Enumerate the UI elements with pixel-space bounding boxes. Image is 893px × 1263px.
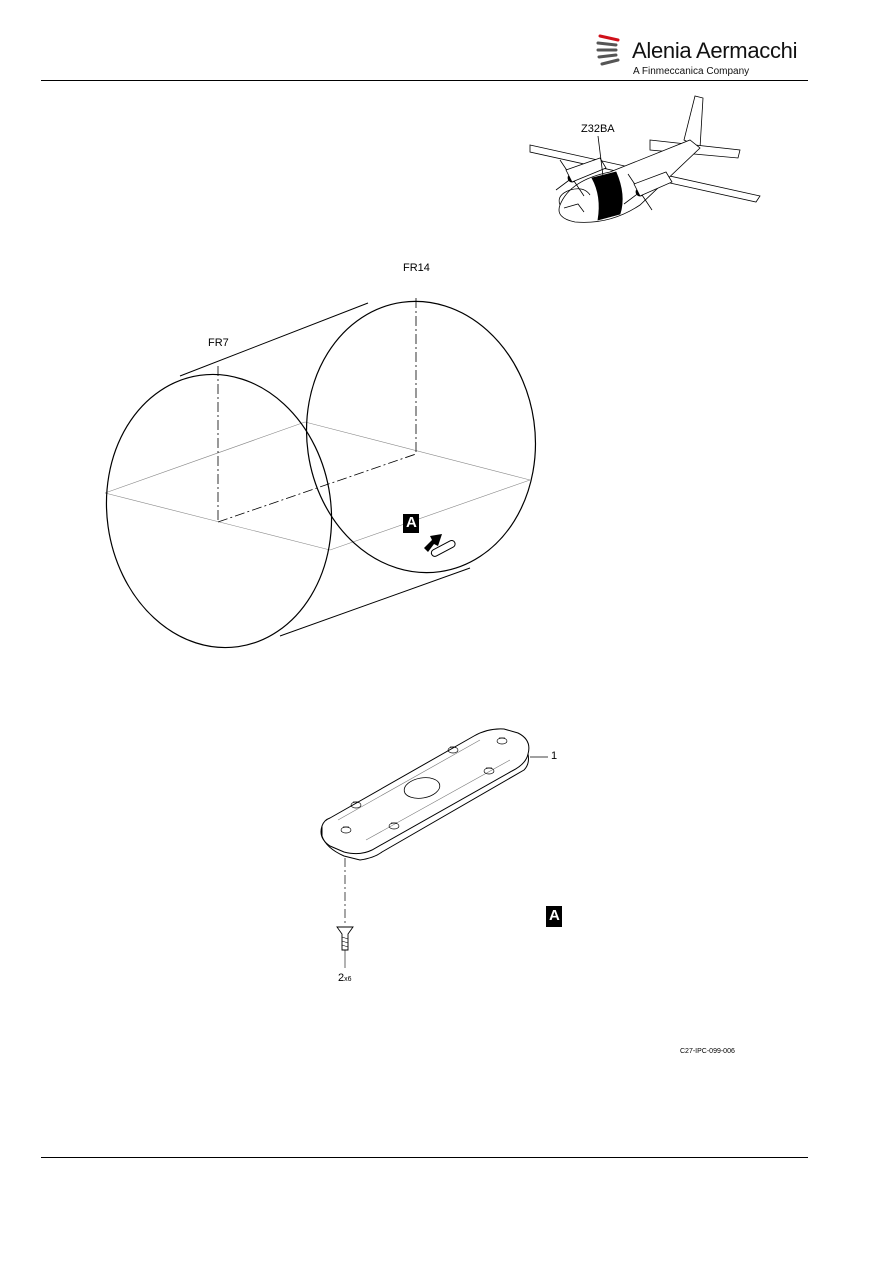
detail-ref-fuselage: A: [406, 514, 417, 531]
detail-a-illustration: [321, 729, 548, 968]
item-quantity-screw: x6: [344, 976, 352, 983]
item-number-screw: 2: [338, 972, 345, 984]
footer-rule: [41, 1157, 808, 1158]
company-tagline: A Finmeccanica Company: [633, 66, 750, 77]
company-name: Alenia Aermacchi: [632, 38, 798, 63]
drawing-number: C27-IPC-099-006: [680, 1048, 735, 1055]
item-label-screw: [338, 972, 352, 984]
aircraft-locator-illustration: [530, 96, 760, 222]
frame-label-fr7: FR7: [208, 337, 229, 349]
detail-arrow-icon: [424, 534, 442, 552]
zone-label: Z32BA: [581, 123, 615, 135]
frame-label-fr14: FR14: [403, 262, 430, 274]
item-label-plate: 1: [551, 750, 558, 762]
fuselage-section-illustration: [89, 286, 553, 662]
detail-ref-view: A: [549, 907, 560, 924]
